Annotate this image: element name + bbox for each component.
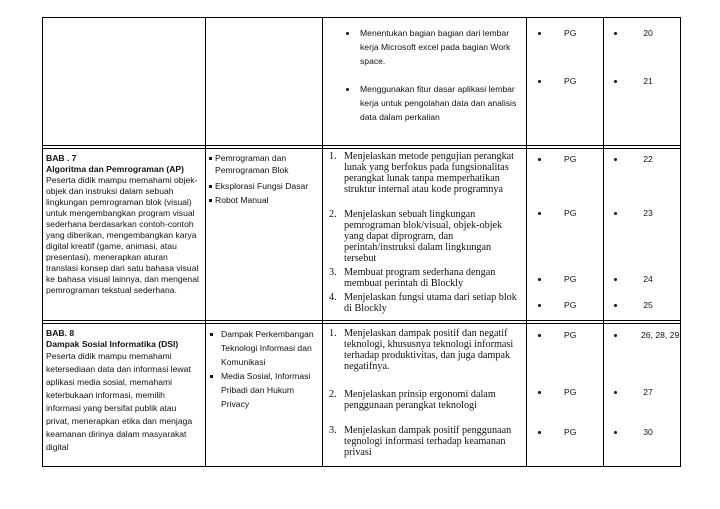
bullet-icon [614,334,617,337]
indicator-marker: 2. [329,209,337,220]
indicator-line: Menjelaskan dampak positif dan negatif [344,328,508,339]
indicator-line: Menggunakan fitur dasar aplikasi lembar [360,84,515,94]
question-number: 30 [643,427,653,437]
question-number: 21 [643,76,653,86]
chapter-description-line: informasi yang bersifat publik atau [46,403,177,413]
chapter-description-line: untuk mengembangkan program visual [46,208,195,218]
indicator-line: di Blockly [344,303,387,314]
chapter-description-line: ketersediaan data dan informasi lewat [46,364,191,374]
chapter-description-line: objek dan instruksi dalam sebuah [46,186,174,196]
chapter-title: Algoritma dan Pemrograman (AP) [46,164,184,174]
bullet-icon [614,80,617,83]
topic-line: Robot Manual [215,195,269,205]
indicator-marker: 3. [329,267,337,278]
bullet-icon [210,333,213,336]
question-type: PG [564,427,577,437]
question-type: PG [564,300,577,310]
indicator-line: kerja Microsoft excel pada bagian Work [360,42,511,52]
indicator-line: membuat perintah di Blockly [344,278,464,289]
indicator-line: penggunaan perangkat teknologi [344,400,477,411]
chapter-description-line: translasi konsep dari satu bahasa visual [46,263,199,273]
bullet-icon [538,391,541,394]
chapter-description-line: presentasi), menerapkan aturan [46,252,168,262]
bullet-icon [614,304,617,307]
chapter-description-line: digital kreatif (game, animasi, atau [46,241,177,251]
indicator-line: Menjelaskan fungsi utama dari setiap blok [344,292,517,303]
question-type: PG [564,274,577,284]
indicator-marker: 3. [329,425,337,436]
indicator-line: terhadap produktivitas, dan juga dampak [344,350,511,361]
indicator-line: kerja untuk pengolahan data dan analisis [360,98,517,108]
question-number: 24 [643,274,653,284]
bullet-icon [538,32,541,35]
bullet-icon [538,334,541,337]
indicator-line: negatifnya. [344,361,390,372]
col-border [322,17,323,467]
bullet-icon [209,157,212,160]
indicator-line: Menjelaskan dampak positif penggunaan [344,425,512,436]
chapter-description-line: pemrograman tekstual sederhana. [46,285,177,295]
indicator-line: tersebut [344,253,377,264]
indicator-line: struktur internal atau kode programnya [344,184,503,195]
question-type: PG [564,330,577,340]
chapter-description-line: yang diberikan, mengembangkan karya [46,230,197,240]
indicator-line: teknologi, khususnya teknologi informasi [344,339,514,350]
topic-line: Privacy [221,399,250,409]
row-border [42,17,680,18]
chapter-label: BAB . 7 [46,153,77,163]
chapter-description-line: ke bahasa visual lainnya, dan mengenal [46,274,199,284]
chapter-title: Dampak Sosial Informatika (DSI) [46,339,179,349]
row-border [42,148,680,149]
row-border [42,145,680,146]
bullet-icon [538,278,541,281]
bullet-icon [346,88,349,91]
bullet-icon [346,32,349,35]
indicator-line: Membuat program sederhana dengan [344,267,496,278]
indicator-marker: 1. [329,328,337,339]
topic-line: Pribadi dan Hukum [221,385,295,395]
indicator-line: Menjelaskan metode pengujian perangkat [344,151,515,162]
chapter-description-line: sederhana berdasarkan contoh-contoh [46,219,194,229]
col-border [603,17,604,467]
question-number: 26, 28, 29 [641,330,680,340]
indicator-line: perangkat lunak tanpa memperhatikan [344,173,500,184]
indicator-line: tegnologi informasi terhadap keamanan [344,436,506,447]
col-border [680,17,681,467]
topic-line: Pemrograman dan [215,153,287,163]
col-border [42,17,43,467]
topic-line: Dampak Perkembangan [221,329,314,339]
chapter-description-line: keterbukaan informasi, memilih [46,390,165,400]
topic-line: Eksplorasi Fungsi Dasar [215,181,309,191]
question-number: 23 [643,208,653,218]
indicator-marker: 1. [329,151,337,162]
bullet-icon [538,80,541,83]
topic-line: Komunikasi [221,357,266,367]
chapter-description-line: Peserta didik mampu memahami objek- [46,175,198,185]
chapter-description-line: digital [46,442,69,452]
bullet-icon [614,158,617,161]
topic-line: Teknologi Informasi dan [221,343,312,353]
bullet-icon [614,431,617,434]
topic-line: Pemrograman Blok [215,165,289,175]
indicator-marker: 2. [329,389,337,400]
bullet-icon [538,431,541,434]
indicator-line: space. [360,56,386,66]
bullet-icon [538,158,541,161]
bullet-icon [614,391,617,394]
indicator-line: perintah/instruksi dalam lingkungan [344,242,492,253]
indicator-line: Menentukan bagian bagian dari lembar [360,28,510,38]
indicator-marker: 4. [329,292,337,303]
question-number: 27 [643,387,653,397]
indicator-line: data dalam perkalian [360,112,440,122]
bullet-icon [209,185,212,188]
topic-line: Media Sosial, Informasi [221,371,311,381]
row-border [42,320,680,321]
row-border [42,466,680,467]
indicator-line: yang dapat diprogram, dan [344,231,454,242]
bullet-icon [538,304,541,307]
bullet-icon [614,278,617,281]
question-type: PG [564,28,577,38]
question-type: PG [564,76,577,86]
question-type: PG [564,387,577,397]
col-border [205,17,206,467]
bullet-icon [210,375,213,378]
indicator-line: Menjelaskan sebuah lingkungan [344,209,476,220]
question-number: 25 [643,300,653,310]
chapter-description-line: privat, menerapkan etika dan menjaga [46,416,193,426]
bullet-icon [209,199,212,202]
question-number: 20 [643,28,653,38]
col-border [526,17,527,467]
bullet-icon [614,32,617,35]
bullet-icon [614,212,617,215]
indicator-line: pemrograman blok/visual, objek-objek [344,220,503,231]
chapter-description-line: aplikasi media sosial, memahami [46,377,173,387]
bullet-icon [538,212,541,215]
row-border [42,323,680,324]
indicator-line: Menjelaskan prinsip ergonomi dalam [344,389,496,400]
chapter-description-line: lingkungan pemrograman blok (visual) [46,197,192,207]
chapter-description-line: Peserta didik mampu memahami [46,351,172,361]
question-number: 22 [643,154,653,164]
chapter-label: BAB. 8 [46,328,75,338]
indicator-line: privasi [344,447,372,458]
question-type: PG [564,208,577,218]
indicator-line: lunak yang berfokus pada fungsionalitas [344,162,509,173]
question-type: PG [564,154,577,164]
chapter-description-line: keamanan dirinya dalam masyarakat [46,429,187,439]
